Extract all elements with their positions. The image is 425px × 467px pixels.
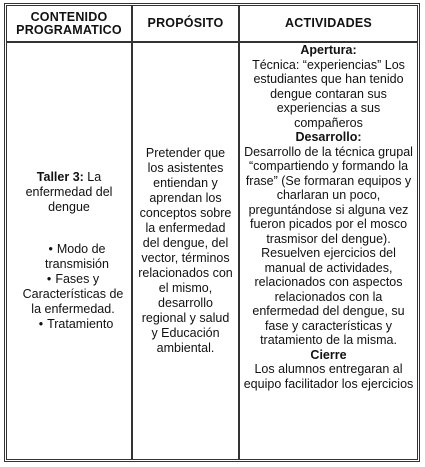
list-item xyxy=(10,317,128,332)
cierre-title: Cierre xyxy=(310,347,347,362)
actividades-cell xyxy=(240,43,417,459)
cierre-text: Los alumnos entregaran al equipo facilitador los ejercicios xyxy=(243,362,414,391)
proposito-cell xyxy=(133,43,240,459)
ejercicios-text: Resuelven ejercicios del manual de actividades, relacionados con aspectos relacionados con la enfermedad del dengue, su fase y características y tratamiento de la misma. xyxy=(252,246,405,347)
contenido-cell xyxy=(7,43,133,459)
header-contenido-line1: CONTENIDO xyxy=(30,9,108,24)
table-grid xyxy=(7,6,417,459)
header-proposito xyxy=(133,6,240,43)
header-actividades xyxy=(240,6,417,43)
desarrollo-title: Desarrollo: xyxy=(295,130,362,144)
list-item-text: Tratamiento xyxy=(47,317,114,331)
list-item xyxy=(10,272,128,317)
taller-name: La enfermedad del dengue xyxy=(25,170,113,214)
apertura-text: Técnica: “experiencias” Los estudiantes que han tenido dengue contaran sus experiencias a sus compañeros xyxy=(252,57,405,130)
taller-label: Taller 3: xyxy=(36,170,84,184)
header-contenido-line2: PROGRAMATICO xyxy=(16,22,122,37)
taller-title xyxy=(10,170,128,215)
list-item xyxy=(10,242,128,272)
list-item-text: Modo de transmisión xyxy=(45,242,109,271)
header-actividades-label: ACTIVIDADES xyxy=(285,16,372,30)
header-contenido xyxy=(7,6,133,43)
desarrollo-text: Desarrollo de la técnica grupal “compartiendo y formando la frase” (Se formaran equipos y charlaran un poco, preguntándose si alguna vez fueron picados por el mosco trasmisor del dengue). xyxy=(244,144,413,246)
proposito-text: Pretender que los asistentes entiendan y aprendan los conceptos sobre la enfermedad del dengue, del vector, términos relacionados con el mismo, desarrollo regional y salud y Educación ambiental. xyxy=(138,146,233,355)
header-proposito-label: PROPÓSITO xyxy=(147,16,224,30)
activity-table xyxy=(4,3,420,462)
apertura-title: Apertura: xyxy=(300,43,357,57)
list-item-text: Fases y Características de la enfermedad. xyxy=(22,272,124,316)
